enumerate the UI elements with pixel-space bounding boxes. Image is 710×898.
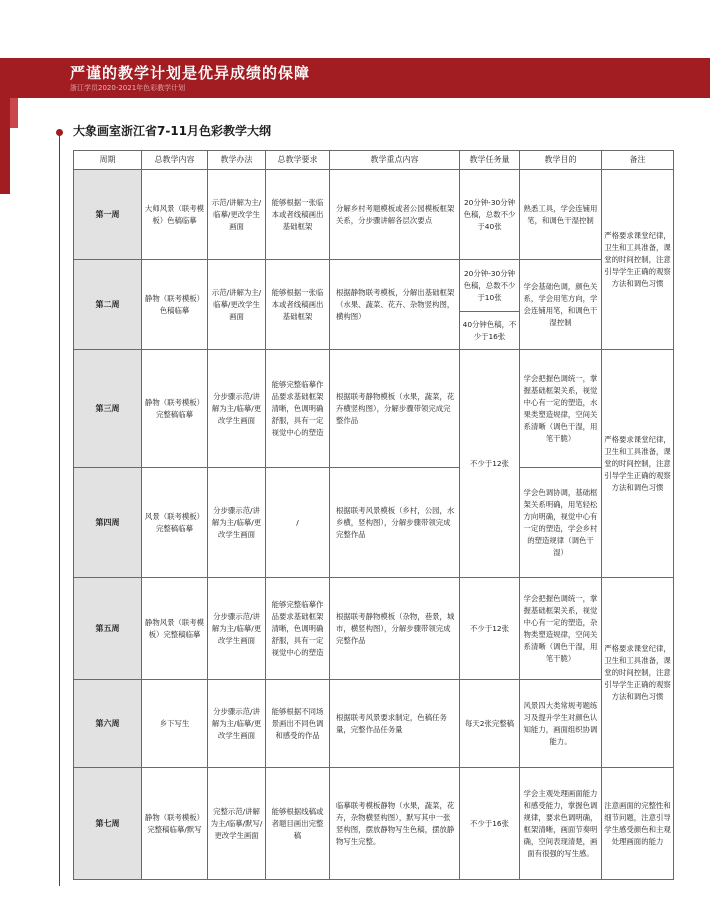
- goal-cell: 学会基础色调，颜色关系，学会用笔方向，学会连铺用笔，和调色干湿控制: [520, 260, 602, 350]
- corner-decoration-accent: [10, 98, 18, 128]
- table-row: [74, 170, 674, 260]
- note-cell: 严格要求课堂纪律，卫生和工具准备，课堂的时间控制，注意引导学生正确的观察方法和调色习惯: [602, 578, 674, 768]
- section-title: 大象画室浙江省7-11月色彩教学大纲: [73, 124, 272, 138]
- header-cell: 周期: [74, 151, 142, 170]
- content-cell: 静物风景（联考模板）完整稿临摹: [142, 578, 208, 680]
- header-cell: 总教学内容: [142, 151, 208, 170]
- note-cell: 注意画面的完整性和细节问题，注意引导学生感受颜色和主观处理画面的能力: [602, 768, 674, 880]
- week-cell: 第四周: [74, 468, 142, 578]
- requirement-cell: 能够根据一张临本或者线稿画出基础框架: [266, 260, 330, 350]
- header-subtitle: 浙江学员2020-2021年色彩教学计划: [70, 84, 186, 92]
- header-cell: 备注: [602, 151, 674, 170]
- content-cell: 静物（联考模板）完整稿临摹: [142, 350, 208, 468]
- content-cell: 乡下写生: [142, 680, 208, 768]
- syllabus-table: [73, 150, 674, 880]
- focus-cell: 分解乡村考题模板或者公园模板框架关系，分步骤讲解各层次要点: [330, 170, 460, 260]
- method-cell: 分步骤示范/讲解为主/临摹/更改学生画面: [208, 350, 266, 468]
- focus-cell: 根据联考风景模板（乡村，公园，水乡横，竖构图），分解步骤带领完成完整作品: [330, 468, 460, 578]
- task-cell: 40分钟色稿，不少于16张: [460, 312, 520, 350]
- timeline-dot: [56, 129, 63, 136]
- focus-cell: 根据静物联考模板，分解出基础框架（水果、蔬菜、花卉、杂物竖构图，横构图）: [330, 260, 460, 350]
- table-row: [74, 260, 674, 312]
- goal-cell: 熟悉工具，学会连铺用笔，和调色干湿控制: [520, 170, 602, 260]
- task-cell: 不少于12张: [460, 350, 520, 578]
- table-row: [74, 680, 674, 768]
- task-cell: 20分钟-30分钟色稿，总数不少于40张: [460, 170, 520, 260]
- table-row: [74, 578, 674, 680]
- table-row: [74, 768, 674, 880]
- requirement-cell: 能够完整临摹作品要求基础框架清晰，色调明确舒服，具有一定视觉中心的塑造: [266, 350, 330, 468]
- week-cell: 第一周: [74, 170, 142, 260]
- content-cell: 静物（联考模板）完整稿临摹/默写: [142, 768, 208, 880]
- goal-cell: 学会把握色调统一，掌握基础框架关系，视觉中心有一定的塑造，杂物类塑造规律，空间关系清晰（调色干湿，用笔干脆）: [520, 578, 602, 680]
- requirement-cell: 能够根据不同场景画出不同色调和感受的作品: [266, 680, 330, 768]
- method-cell: 分步骤示范/讲解为主/临摹/更改学生画面: [208, 578, 266, 680]
- task-cell: 不少于12张: [460, 578, 520, 680]
- goal-cell: 风景四大类常规考题练习及提升学生对颜色认知能力，画面组织协调能力。: [520, 680, 602, 768]
- timeline-line: [59, 134, 60, 886]
- header-banner: [0, 58, 710, 98]
- requirement-cell: 能够根据一张临本或者线稿画出基础框架: [266, 170, 330, 260]
- header-cell: 总教学要求: [266, 151, 330, 170]
- method-cell: 示范/讲解为主/临摹/更改学生画面: [208, 260, 266, 350]
- method-cell: 完整示范/讲解为主/临摹/默写/更改学生画面: [208, 768, 266, 880]
- week-cell: 第六周: [74, 680, 142, 768]
- focus-cell: 根据联考静物模板（水果，蔬菜，花卉横竖构图），分解步骤带领完成完整作品: [330, 350, 460, 468]
- header-cell: 教学办法: [208, 151, 266, 170]
- goal-cell: 学会主观处理画面能力和感受能力，掌握色调规律，要求色调明确，框架清晰，画面节奏明确，空间表现清楚，画面有很强的写生感。: [520, 768, 602, 880]
- requirement-cell: 能够完整临摹作品要求基础框架清晰，色调明确舒服，具有一定视觉中心的塑造: [266, 578, 330, 680]
- week-cell: 第五周: [74, 578, 142, 680]
- week-cell: 第七周: [74, 768, 142, 880]
- table-row: [74, 350, 674, 468]
- focus-cell: 根据联考静物模板（杂物，巷景，城市，横竖构图），分解步骤带领完成完整作品: [330, 578, 460, 680]
- requirement-cell: 能够根据线稿或者题目画出完整稿: [266, 768, 330, 880]
- week-cell: 第三周: [74, 350, 142, 468]
- content-cell: 大师风景（联考模板）色稿临摹: [142, 170, 208, 260]
- focus-cell: 根据联考风景要求制定，色稿任务量，完整作品任务量: [330, 680, 460, 768]
- content-cell: 静物（联考模板）色稿临摹: [142, 260, 208, 350]
- table-row: [74, 468, 674, 578]
- table-header-row: [74, 151, 674, 170]
- method-cell: 分步骤示范/讲解为主/临摹/更改学生画面: [208, 680, 266, 768]
- corner-decoration: [0, 98, 10, 194]
- header-cell: 教学重点内容: [330, 151, 460, 170]
- header-title: 严谨的教学计划是优异成绩的保障: [70, 64, 311, 82]
- week-cell: 第二周: [74, 260, 142, 350]
- task-cell: 20分钟-30分钟色稿，总数不少于10张: [460, 260, 520, 312]
- task-cell: 不少于16张: [460, 768, 520, 880]
- task-cell: 每天2张完整稿: [460, 680, 520, 768]
- goal-cell: 学会色调协调，基础框架关系明确，用笔轻松方向明确，视觉中心有一定的塑造，学会乡村的塑造规律（调色干湿）: [520, 468, 602, 578]
- content-cell: 风景（联考模板）完整稿临摹: [142, 468, 208, 578]
- header-cell: 教学任务量: [460, 151, 520, 170]
- note-cell: 严格要求课堂纪律，卫生和工具准备，课堂的时间控制，注意引导学生正确的观察方法和调色习惯: [602, 350, 674, 578]
- method-cell: 分步骤示范/讲解为主/临摹/更改学生画面: [208, 468, 266, 578]
- goal-cell: 学会把握色调统一，掌握基础框架关系，视觉中心有一定的塑造，水果类塑造规律，空间关系清晰（调色干湿，用笔干脆）: [520, 350, 602, 468]
- focus-cell: 临摹联考模板静物（水果，蔬菜，花卉，杂物横竖构图），默写其中一张竖构图，摆放静物写生色稿，摆放静物写生完整。: [330, 768, 460, 880]
- header-cell: 教学目的: [520, 151, 602, 170]
- note-cell: 严格要求课堂纪律，卫生和工具准备，课堂的时间控制，注意引导学生正确的观察方法和调色习惯: [602, 170, 674, 350]
- requirement-cell: /: [266, 468, 330, 578]
- method-cell: 示范/讲解为主/临摹/更改学生画面: [208, 170, 266, 260]
